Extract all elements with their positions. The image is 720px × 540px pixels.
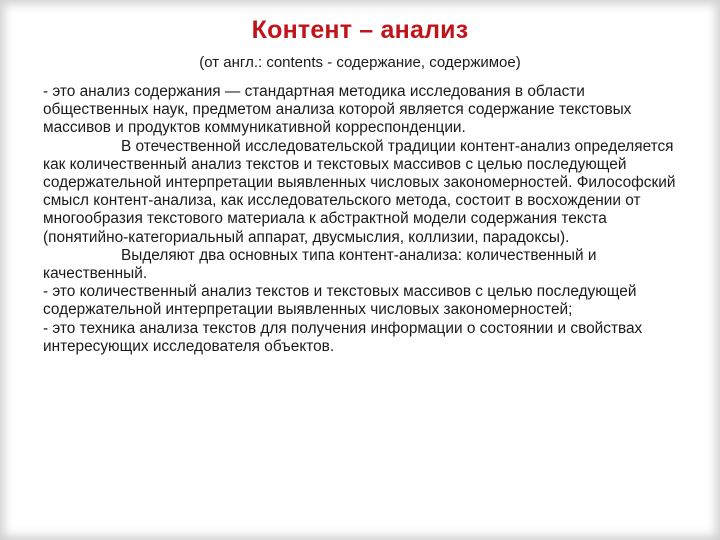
slide-body (43, 83, 683, 356)
paragraph-domestic-tradition: В отечественной исследовательской традиции контент-анализ определяется как количественный анализ текстов и текстовых массивов с целью последующей содержательной интерпретации выявленных числовых закономерностей. Философский смысл контент-анализа, как исследовательского метода, состоит в восхождении от многообразия текстового материала к абстрактной модели содержания текста (понятийно-категориальный аппарат, двусмыслия, коллизии, парадоксы). (43, 137, 676, 246)
slide-subtitle: (от англ.: contents - содержание, содержимое) (199, 54, 521, 71)
paragraph-qualitative: - это техника анализа текстов для получения информации о состоянии и свойствах интересующих исследователя объектов. (43, 319, 643, 355)
paragraph-quantitative: - это количественный анализ текстов и текстовых массивов с целью последующей содержательной интерпретации выявленных числовых закономерностей; (43, 283, 637, 319)
paragraph-definition: - это анализ содержания — стандартная методика исследования в области общественных наук, предметом анализа которой является содержание текстовых массивов и продуктов коммуникативной корреспонденции. (43, 83, 632, 137)
slide-title: Контент – анализ (251, 16, 469, 44)
paragraph-two-types: Выделяют два основных типа контент-анализа: количественный и качественный. (43, 246, 597, 283)
